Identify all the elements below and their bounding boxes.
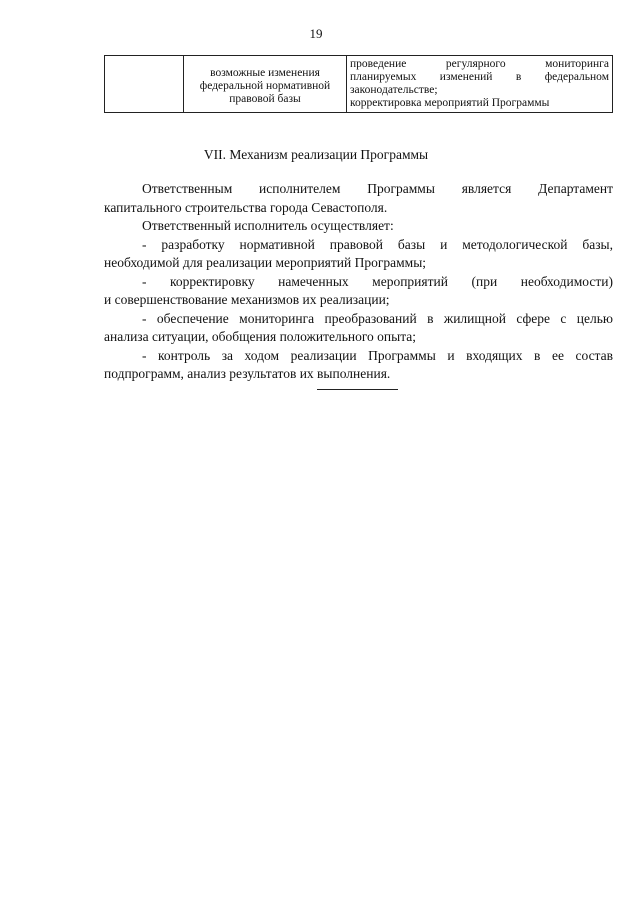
table-cell-empty bbox=[105, 56, 184, 113]
paragraph-line: и совершенствование механизмов их реализации; bbox=[104, 292, 390, 307]
end-divider bbox=[317, 389, 398, 390]
risk-line: возможные изменения bbox=[210, 66, 320, 79]
measure-line: проведение регулярного мониторинга bbox=[350, 58, 609, 70]
paragraph-line: капитального строительства города Севастополя. bbox=[104, 199, 388, 215]
measure-line: корректировка мероприятий Программы bbox=[350, 97, 550, 109]
paragraph-line: - корректировку намеченных мероприятий (при необходимости) bbox=[142, 273, 613, 289]
table-cell-measures bbox=[347, 56, 613, 113]
section-title: VII. Механизм реализации Программы bbox=[203, 147, 429, 162]
measure-line: планируемых изменений в федеральном bbox=[350, 71, 609, 83]
paragraph-line: анализа ситуации, обобщения положительного опыта; bbox=[104, 329, 417, 344]
paragraph-line: Ответственным исполнителем Программы является Департамент bbox=[142, 181, 613, 196]
table-row bbox=[105, 56, 613, 113]
page-number: 19 bbox=[309, 26, 323, 41]
risk-line: федеральной нормативной bbox=[199, 79, 331, 92]
body-text bbox=[104, 180, 613, 384]
risk-line: правовой базы bbox=[229, 92, 301, 105]
paragraph-line: необходимой для реализации мероприятий Программы; bbox=[104, 255, 427, 270]
paragraph-line: подпрограмм, анализ результатов их выполнения. bbox=[104, 366, 391, 381]
paragraph-line: Ответственный исполнитель осуществляет: bbox=[142, 218, 394, 233]
risk-table bbox=[104, 55, 613, 113]
paragraph-line: - разработку нормативной правовой базы и методологической базы, bbox=[142, 236, 613, 252]
measure-line: законодательстве; bbox=[350, 84, 438, 96]
table-cell-risk bbox=[184, 56, 347, 113]
paragraph-line: - контроль за ходом реализации Программы и входящих в ее состав bbox=[142, 347, 613, 363]
paragraph-line: - обеспечение мониторинга преобразований в жилищной сфере с целью bbox=[142, 310, 613, 326]
